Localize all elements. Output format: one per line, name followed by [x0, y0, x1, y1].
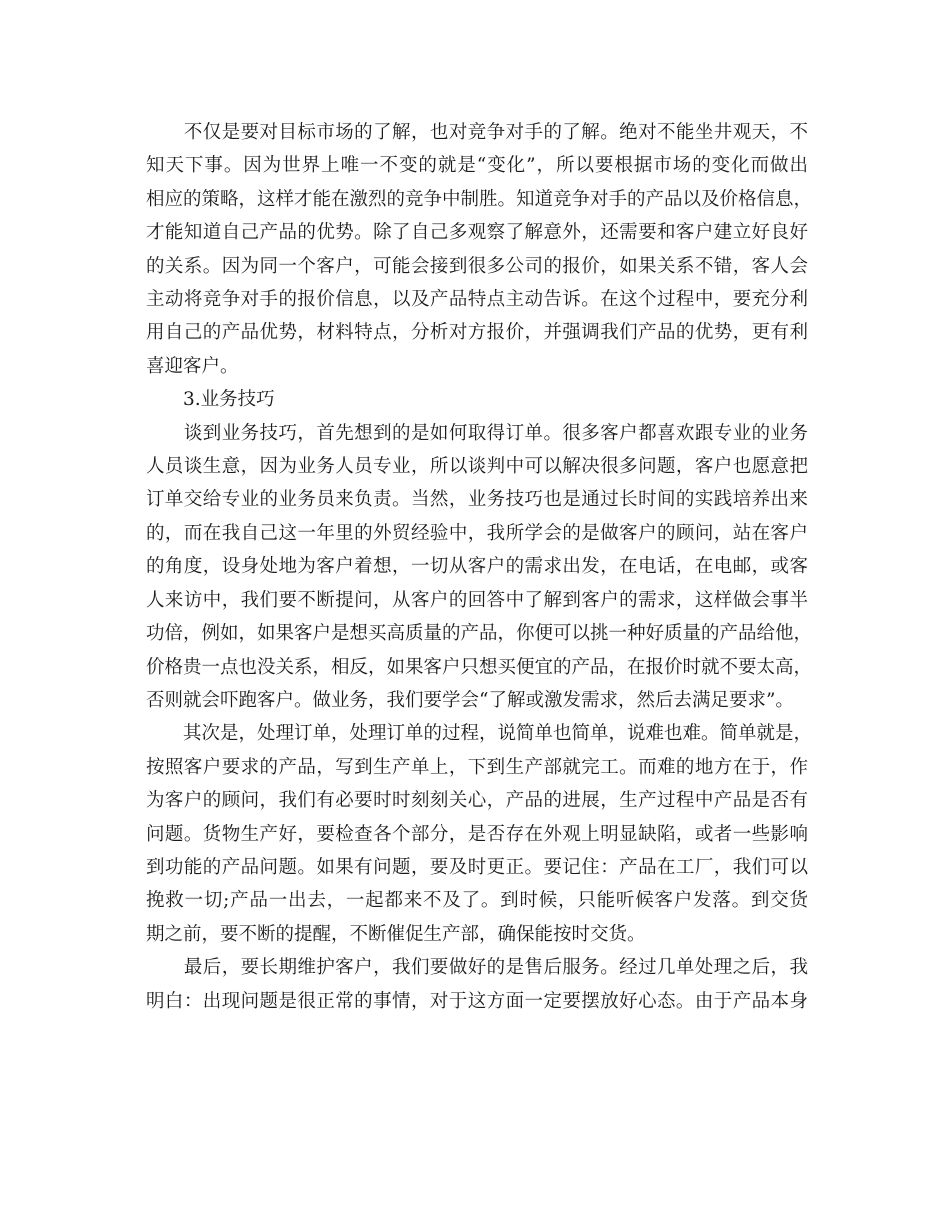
text-line: 的，而在我自己这一年里的外贸经验中，我所学会的是做客户的顾问，站在客户	[146, 522, 808, 544]
text-line: 为客户的顾问，我们有必要时时刻刻关心，产品的进展，生产过程中产品是否有	[146, 790, 808, 812]
paragraph-business-skills	[146, 417, 813, 718]
text-line: 挽救一切;产品一出去，一起都来不及了。到时候，只能听候客户发落。到交货	[146, 890, 808, 912]
text-line: 其次是，处理订单，处理订单的过程，说简单也简单，说难也难。简单就是，	[146, 723, 813, 745]
text-line: 的角度，设身处地为客户着想，一切从客户的需求出发，在电话，在电邮，或客	[146, 556, 808, 578]
section-heading-text: 3.业务技巧	[146, 389, 275, 411]
text-line: 到功能的产品问题。如果有问题，要及时更正。要记住：产品在工厂，我们可以	[146, 856, 808, 878]
text-line: 期之前，要不断的提醒，不断催促生产部，确保能按时交货。	[146, 923, 646, 945]
text-line: 喜迎客户。	[146, 355, 239, 377]
text-line: 的关系。因为同一个客户，可能会接到很多公司的报价，如果关系不错，客人会	[146, 255, 808, 277]
section-heading-business-skills	[146, 383, 808, 416]
text-line: 人来访中，我们要不断提问，从客户的回答中了解到客户的需求，这样做会事半	[146, 589, 808, 611]
text-line: 主动将竞争对手的报价信息，以及产品特点主动告诉。在这个过程中，要充分利	[146, 289, 808, 311]
document-body	[146, 116, 813, 1018]
paragraph-after-sales	[146, 951, 808, 1018]
text-line: 谈到业务技巧，首先想到的是如何取得订单。很多客户都喜欢跟专业的业务	[146, 422, 808, 444]
text-line: 否则就会吓跑客户。做业务，我们要学会“了解或激发需求，然后去满足要求”。	[146, 689, 794, 711]
text-line: 最后，要长期维护客户，我们要做好的是售后服务。经过几单处理之后，我	[146, 957, 808, 979]
text-line: 功倍，例如，如果客户是想买高质量的产品，你便可以挑一种好质量的产品给他，	[146, 623, 813, 645]
text-line: 按照客户要求的产品，写到生产单上，下到生产部就完工。而难的地方在于，作	[146, 756, 808, 778]
paragraph-order-handling	[146, 717, 813, 951]
text-line: 问题。货物生产好，要检查各个部分，是否存在外观上明显缺陷，或者一些影响	[146, 823, 808, 845]
text-line: 明白：出现问题是很正常的事情，对于这方面一定要摆放好心态。由于产品本身	[146, 990, 808, 1012]
text-line: 才能知道自己产品的优势。除了自己多观察了解意外，还需要和客户建立好良好	[146, 222, 808, 244]
paragraph-competitor-analysis	[146, 116, 813, 383]
text-line: 不仅是要对目标市场的了解，也对竞争对手的了解。绝对不能坐井观天，不	[146, 122, 808, 143]
text-line: 知天下事。因为世界上唯一不变的就是“变化”，所以要根据市场的变化而做出	[146, 155, 808, 177]
text-line: 订单交给专业的业务员来负责。当然，业务技巧也是通过长时间的实践培养出来	[146, 489, 808, 511]
text-line: 用自己的产品优势，材料特点，分析对方报价，并强调我们产品的优势，更有利	[146, 322, 808, 344]
text-line: 人员谈生意，因为业务人员专业，所以谈判中可以解决很多问题，客户也愿意把	[146, 456, 808, 478]
text-line: 价格贵一点也没关系，相反，如果客户只想买便宜的产品，在报价时就不要太高，	[146, 656, 813, 678]
text-line: 相应的策略，这样才能在激烈的竞争中制胜。知道竞争对手的产品以及价格信息，	[146, 188, 813, 210]
